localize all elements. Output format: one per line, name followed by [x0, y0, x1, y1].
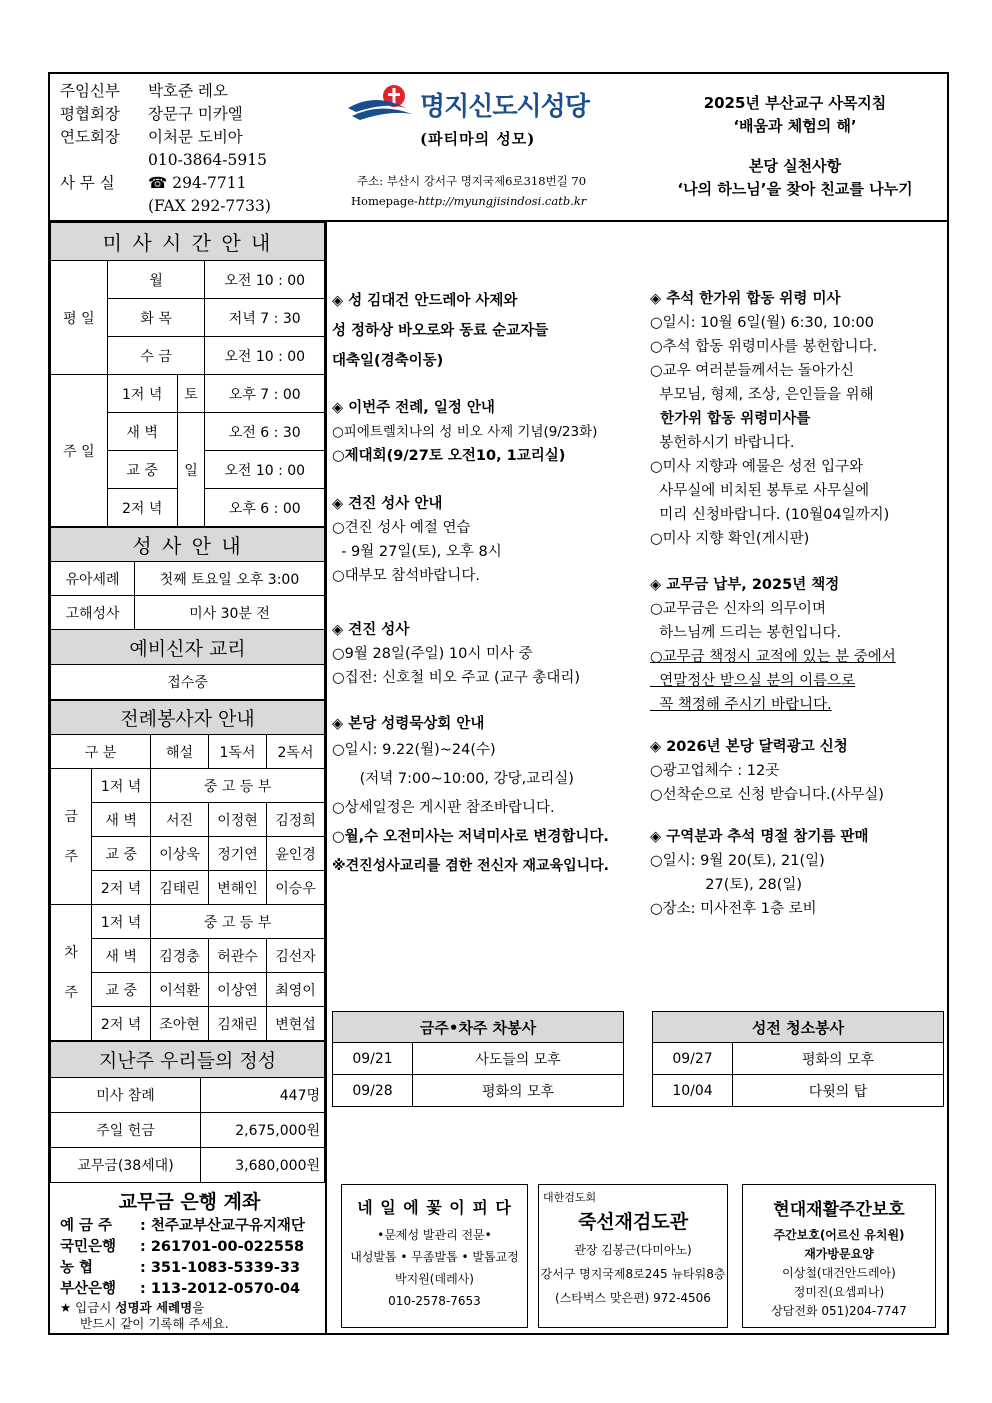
practice-title: 본당 실천사항 [748, 157, 842, 175]
offering-table [50, 1041, 325, 1183]
liturgy-mass: 교 중 [92, 973, 151, 1007]
mass-day: 월 [107, 261, 205, 299]
offering-label: 미사 참례 [51, 1078, 201, 1113]
sun-label: 일 [177, 413, 205, 527]
liturgy-cell: 이석환 [151, 973, 209, 1007]
chuseok-line: ○추석 합동 위령미사를 봉헌합니다. [650, 339, 878, 355]
catechumen-title: 예비신자 교리 [51, 630, 325, 665]
liturgy-mass: 1저 녁 [92, 769, 151, 803]
fax: (FAX 292-7733) [148, 197, 271, 215]
staff-row: 주임신부 박호준 레오 [60, 82, 228, 100]
mass-name: 교 중 [107, 451, 177, 489]
conf-line: ○대부모 참석바랍니다. [332, 568, 480, 584]
liturgy-table [50, 700, 325, 1041]
next-week-label: 차 주 [51, 905, 92, 1041]
liturgy-mass: 새 벽 [92, 803, 151, 837]
cleaning-table [652, 1011, 944, 1107]
mass-name: 1저 녁 [107, 375, 177, 413]
liturgy-cell: 김태린 [151, 871, 209, 905]
catechumen-value: 접수중 [51, 665, 325, 700]
spirit-line: ○일시: 9.22(월)~24(수) [332, 742, 496, 758]
bank-row: 부산은행 : 113-2012-0570-04 [60, 1281, 301, 1297]
staff-block [60, 80, 320, 218]
liturgy-cell: 김경충 [151, 939, 209, 973]
sacrament-label: 고해성사 [51, 596, 135, 630]
sale-line: ○장소: 미사전후 1층 로비 [650, 901, 817, 917]
weekday-label: 평 일 [51, 261, 108, 375]
mass-name: 2저 녁 [107, 489, 177, 527]
chuseok-line: ○미사 지향과 예물은 성전 입구와 [650, 459, 864, 475]
sacrament-value: 첫째 토요일 오후 3:00 [135, 562, 325, 596]
church-logo [346, 82, 426, 126]
mass-time: 오후 7 : 00 [205, 375, 325, 413]
tithe-underline: 연말정산 받으실 분의 이름으로 [650, 673, 856, 689]
sacrament-value: 미사 30분 전 [135, 596, 325, 630]
cleaning-group: 평화의 모후 [733, 1043, 944, 1075]
sunday-label: 주 일 [51, 375, 108, 527]
spirit-bold: ※견진성사교리를 겸한 전신자 재교육입니다. [332, 858, 609, 874]
mass-title: 미 사 시 간 안 내 [51, 223, 325, 261]
practice-text: ‘나의 하느님’을 찾아 친교를 나누기 [677, 180, 913, 198]
offering-value: 447명 [201, 1078, 325, 1113]
offering-value: 2,675,000원 [201, 1113, 325, 1148]
chuseok-line: 봉헌하시기 바랍니다. [650, 435, 795, 451]
mass-table [50, 222, 325, 527]
liturgy-merged: 중 고 등 부 [151, 769, 325, 803]
chuseok-title: ◈ 추석 한가위 합동 위령 미사 [650, 291, 841, 307]
conf2-line: ○집전: 신호철 비오 주교 (교구 총대리) [332, 670, 580, 686]
offering-title: 지난주 우리들의 정성 [51, 1042, 325, 1078]
mass-day: 화 목 [107, 299, 205, 337]
bank-note: ★ 입금시 성명과 세례명을 반드시 같이 기록해 주세요. [60, 1300, 229, 1331]
sat-label: 토 [177, 375, 205, 413]
tithe-line: 하느님께 드리는 봉헌입니다. [650, 625, 842, 641]
calendar-title: ◈ 2026년 본당 달력광고 신청 [650, 739, 848, 755]
week-line: ○피에트렐치나의 성 비오 사제 기념(9/23화) [332, 424, 598, 440]
conf-line: ○견진 성사 예절 연습 [332, 520, 471, 536]
liturgy-cell: 이상연 [209, 973, 267, 1007]
sale-line: 27(토), 28(일) [650, 877, 803, 893]
liturgy-cell: 변해인 [209, 871, 267, 905]
bank-row: 농 협 : 351-1083-5339-33 [60, 1260, 301, 1276]
spirit-title: ◈ 본당 성령묵상회 안내 [332, 716, 485, 732]
bank-row: 국민은행 : 261701-00-022558 [60, 1239, 305, 1255]
offering-value: 3,680,000원 [201, 1148, 325, 1183]
church-address: 주소: 부산시 강서구 명지국제6로318번길 70 [357, 174, 587, 188]
liturgy-cell: 윤인경 [267, 837, 325, 871]
tithe-underline: ○교무금 책정시 교적에 있는 분 중에서 [650, 649, 896, 665]
liturgy-header: 2독서 [267, 735, 325, 769]
mass-time: 오전 10 : 00 [205, 337, 325, 375]
liturgy-cell: 김선자 [267, 939, 325, 973]
homepage: Homepage-http://myungjisindosi.catb.kr [351, 194, 587, 208]
car-service-table [332, 1011, 624, 1107]
bank-row: 예 금 주 : 천주교부산교구유지재단 [60, 1218, 305, 1234]
sacrament-table [50, 527, 325, 700]
tithe-title: ◈ 교무금 납부, 2025년 책정 [650, 577, 840, 593]
car-service-date: 09/28 [333, 1075, 413, 1107]
car-service-date: 09/21 [333, 1043, 413, 1075]
offering-label: 주일 헌금 [51, 1113, 201, 1148]
ad-title: 죽선재검도관 [577, 1211, 689, 1233]
announcements-right [650, 287, 948, 921]
bank-block [50, 1183, 325, 1332]
liturgy-cell: 이정현 [209, 803, 267, 837]
church-subtitle: (파티마의 성모) [420, 130, 536, 148]
offering-label: 교무금(38세대) [51, 1148, 201, 1183]
mass-time: 오전 6 : 30 [205, 413, 325, 451]
spirit-bold: ○월,수 오전미사는 저녁미사로 변경합니다. [332, 829, 609, 845]
bank-title: 교무금 은행 계좌 [118, 1191, 261, 1213]
mass-time: 저녁 7 : 30 [205, 299, 325, 337]
liturgy-mass: 새 벽 [92, 939, 151, 973]
conf-title: ◈ 견진 성사 안내 [332, 496, 443, 512]
phone-mobile: 010-3864-5915 [148, 151, 267, 169]
liturgy-cell: 조아현 [151, 1007, 209, 1041]
car-service-group: 평화의 모후 [413, 1075, 624, 1107]
feast-title: ◈ 성 김대건 안드레아 사제와 [332, 293, 518, 309]
car-service-group: 사도들의 모후 [413, 1043, 624, 1075]
mass-time: 오전 10 : 00 [205, 451, 325, 489]
guideline-theme: ‘배움과 체험의 해’ [733, 117, 857, 135]
liturgy-cell: 김정희 [267, 803, 325, 837]
ad-kendo: 대한검도회 죽선재검도관 관장 김봉근(다미아노) 강서구 명지국제8로245 뉴타워8층 (스타벅스 맞은편) 972-4506 [538, 1184, 728, 1328]
calendar-line: ○광고업체수 : 12곳 [650, 763, 780, 779]
week-line: ○제대회(9/27토 오전10, 1교리실) [332, 448, 566, 464]
liturgy-cell: 허관수 [209, 939, 267, 973]
homepage-link[interactable]: http://myungjisindosi.catb.kr [417, 194, 587, 208]
church-name: 명지신도시성당 [420, 92, 589, 122]
liturgy-mass: 2저 녁 [92, 871, 151, 905]
staff-row: 평협회장 장문구 미카엘 [60, 105, 243, 123]
tithe-underline: 꼭 책정해 주시기 바랍니다. [650, 697, 832, 713]
ad-flower: 네 일 에 꽃 이 피 다 •문제성 발관리 전문• 내성발톱 • 무좀발톱 • 발톱교정 박지원(데레사) 010-2578-7653 [341, 1184, 528, 1328]
liturgy-cell: 변현섭 [267, 1007, 325, 1041]
sale-title: ◈ 구역분과 추석 명절 참기름 판매 [650, 829, 869, 845]
liturgy-header: 1독서 [209, 735, 267, 769]
sale-line: ○일시: 9월 20(토), 21(일) [650, 853, 825, 869]
cleaning-title: 성전 청소봉사 [653, 1012, 944, 1043]
sacrament-title: 성 사 안 내 [51, 528, 325, 562]
left-column [50, 222, 325, 1332]
car-service-title: 금주•차주 차봉사 [333, 1012, 624, 1043]
liturgy-cell: 최영이 [267, 973, 325, 1007]
chuseok-line: ○일시: 10월 6일(월) 6:30, 10:00 [650, 315, 874, 331]
liturgy-merged: 중 고 등 부 [151, 905, 325, 939]
cleaning-date: 10/04 [653, 1075, 733, 1107]
spirit-line: (저녁 7:00~10:00, 강당,교리실) [332, 771, 574, 787]
spirit-line: ○상세일정은 게시판 참조바랍니다. [332, 800, 555, 816]
chuseok-line: 한가위 합동 위령미사를 [650, 411, 811, 427]
liturgy-cell: 김채린 [209, 1007, 267, 1041]
conf2-line: ○9월 28일(주일) 10시 미사 중 [332, 646, 533, 662]
liturgy-mass: 2저 녁 [92, 1007, 151, 1041]
ad-rehab: 현대재활주간보호 주간보호(어르신 유치원) 재가방문요양 이상철(대건안드레아) 정미진(요셉피나) 상담전화 051)204-7747 [742, 1184, 936, 1328]
liturgy-header: 해설 [151, 735, 209, 769]
chuseok-line: ○미사 지향 확인(게시판) [650, 531, 810, 547]
conf-line: - 9월 27일(토), 오후 8시 [332, 544, 502, 560]
this-week-label: 금 주 [51, 769, 92, 905]
ad-title: 현대재활주간보호 [773, 1200, 905, 1220]
tithe-line: ○교무금은 신자의 의무이며 [650, 601, 826, 617]
liturgy-mass: 1저 녁 [92, 905, 151, 939]
liturgy-title: 전례봉사자 안내 [51, 701, 325, 735]
announcements-left: ◈ 성 김대건 안드레아 사제와 성 정하상 바오로와 동료 순교자들 대축일(경축이동) ◈ 이번주 전례, 일정 안내 ○피에트렐치나의 성 비오 사제 기념(9/23화) ○제대회(9/27토 오전10, 1교리실) ◈ 견진 성사 안내 ○견진 성사 예절 연습 - 9월 27일(토), 오후 8시 ○대부모 참석바랍니다. ◈ 견진 성사 ○9월 28일(주일) 10시 미사 중 ○집전: 신호철 비오 주교 (교구 총대리) ◈ 본당 성령묵상회 안내 ○일시: 9.22(월)~24(수) (저녁 7:00~10:00, 강당,교리실) ○상세일정은 게시판 참조바랍니다. ○월,수 오전미사는 저녁미사로 변경합니다. ※견진성사교리를 겸한 전신자 재교육입니다. [332, 286, 642, 881]
liturgy-cell: 이승우 [267, 871, 325, 905]
logo-icon [346, 82, 426, 126]
liturgy-mass: 교 중 [92, 837, 151, 871]
guideline-title: 2025년 부산교구 사목지침 [703, 94, 887, 112]
liturgy-cell: 정기연 [209, 837, 267, 871]
week-title: ◈ 이번주 전례, 일정 안내 [332, 400, 495, 416]
mass-time: 오후 6 : 00 [205, 489, 325, 527]
liturgy-header: 구 분 [51, 735, 151, 769]
chuseok-line: ○교우 여러분들께서는 돌아가신 [650, 363, 854, 379]
conf2-title: ◈ 견진 성사 [332, 622, 410, 638]
sacrament-label: 유아세례 [51, 562, 135, 596]
mass-name: 새 벽 [107, 413, 177, 451]
cleaning-group: 다윗의 탑 [733, 1075, 944, 1107]
mass-time: 오전 10 : 00 [205, 261, 325, 299]
staff-row: 연도회장 이처문 도비아 [60, 128, 243, 146]
mass-day: 수 금 [107, 337, 205, 375]
guideline-block [642, 92, 948, 201]
chuseok-line: 미리 신청바랍니다. (10월04일까지) [650, 507, 890, 523]
liturgy-cell: 이상욱 [151, 837, 209, 871]
chuseok-line: 사무실에 비치된 봉투로 사무실에 [650, 483, 870, 499]
bulletin-page [48, 72, 949, 1335]
office-row: 사 무 실 ☎ 294-7711 [60, 174, 247, 192]
liturgy-cell: 서진 [151, 803, 209, 837]
cleaning-date: 09/27 [653, 1043, 733, 1075]
calendar-line: ○선착순으로 신청 받습니다.(사무실) [650, 787, 884, 803]
chuseok-line: 부모님, 형제, 조상, 은인들을 위해 [650, 387, 874, 403]
ad-title: 네 일 에 꽃 이 피 다 [357, 1198, 512, 1217]
